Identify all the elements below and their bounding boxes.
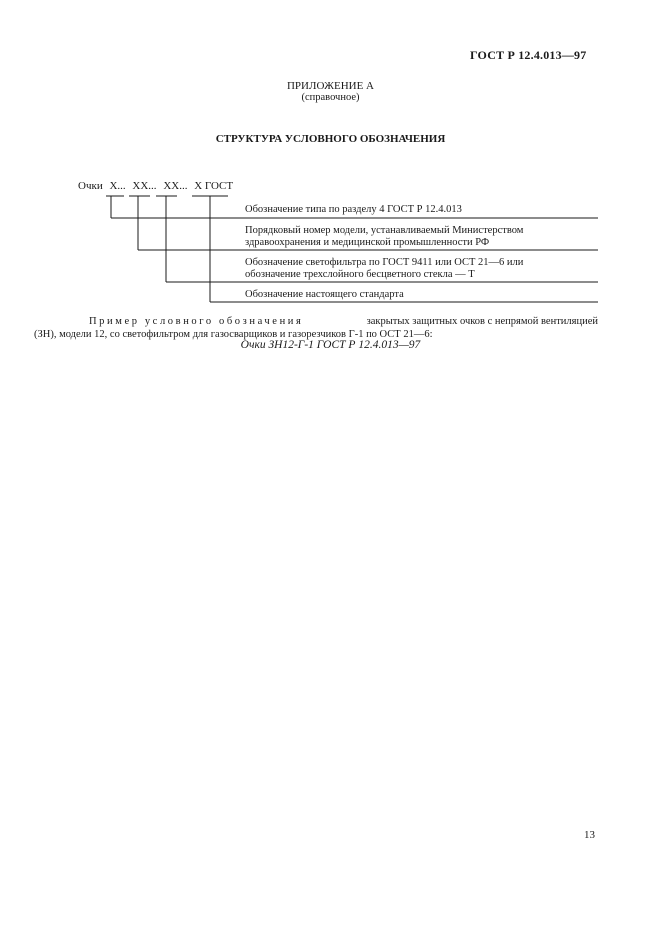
desc-model-line1: Порядковый номер модели, устанавливаемый Министерством [245,225,524,236]
example-text-line2: (ЗН), модели 12, со светофильтром для газосварщиков и газорезчиков Г-1 по ОСТ 21—6: [34,329,433,340]
appendix-subtitle: (справочное) [301,92,360,103]
section-title: СТРУКТУРА УСЛОВНОГО ОБОЗНАЧЕНИЯ [215,133,446,145]
standard-code-header: ГОСТ Р 12.4.013—97 [470,48,587,62]
example-text-line1: закрытых защитных очков с непрямой вентиляцией [366,316,598,327]
formula-part-model: ХХ... [132,180,157,192]
example-lead: Пример условного обозначения [89,316,304,327]
example-line-1 [34,315,598,328]
page-number: 13 [584,829,595,841]
desc-model-line2: здравоохранения и медицинской промышленности РФ [245,237,490,248]
example-formula: Очки ЗН12-Г-1 ГОСТ Р 12.4.013—97 [240,339,421,351]
formula-prefix: Очки [78,180,103,192]
formula-part-type: Х... [109,180,126,192]
appendix-title: ПРИЛОЖЕНИЕ А [286,80,374,92]
desc-type: Обозначение типа по разделу 4 ГОСТ Р 12.4.013 [245,204,462,215]
formula-part-standard: Х ГОСТ [194,180,234,192]
formula-part-filter: ХХ... [163,180,188,192]
desc-standard: Обозначение настоящего стандарта [245,289,404,300]
desc-filter-line1: Обозначение светофильтра по ГОСТ 9411 или ОСТ 21—6 или [245,257,524,268]
desc-filter-line2: обозначение трехслойного бесцветного стекла — Т [245,269,475,280]
example-paragraph [34,315,598,341]
